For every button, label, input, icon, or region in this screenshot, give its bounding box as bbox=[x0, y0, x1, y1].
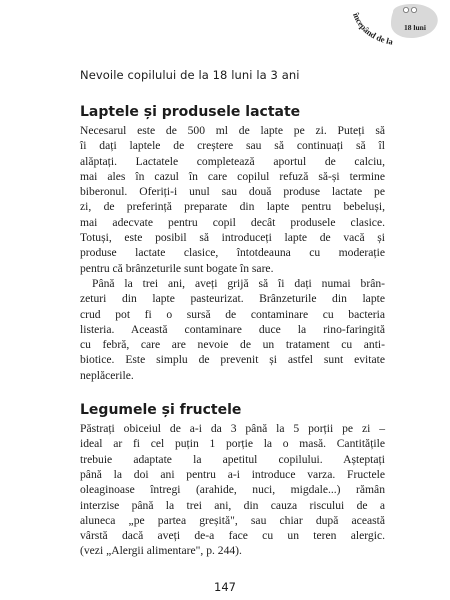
text-line: Necesarul este de 500 ml de lapte pe zi. Puteți să bbox=[80, 124, 385, 137]
text-line: biotice. Este simplu de prevenit și astfel sunt evitate bbox=[80, 353, 385, 367]
page-body bbox=[80, 103, 385, 559]
text-line: Păstrați obiceiul de a-i da 3 până la 5 porții pe zi – bbox=[80, 422, 385, 436]
text-line: neplăcerile. bbox=[80, 368, 134, 382]
text-line: alăptați. Lactatele completează aportul de calciu, bbox=[80, 154, 385, 168]
text-line: zi, de preferință preparate din lapte pentru bebeluși, bbox=[80, 200, 385, 214]
text-line: listeria. Această contaminare duce la rino-faringită bbox=[80, 322, 385, 336]
section-title: Legumele și fructele bbox=[80, 402, 242, 419]
text-line: mai adecvate pentru copil decât produsele clasice. bbox=[80, 215, 385, 229]
paragraph bbox=[80, 276, 385, 383]
section-dairy bbox=[80, 103, 385, 383]
text-line: aluneca „pe partea greșită", sau chiar după această bbox=[80, 513, 385, 527]
text-line: crud pot fi o sursă de contaminare cu bacteria bbox=[80, 307, 385, 321]
text-line: Totuși, este posibil să introduceți lapte de vacă și bbox=[80, 231, 385, 245]
section-title: Laptele și produsele lactate bbox=[80, 104, 301, 120]
paragraph bbox=[80, 123, 385, 276]
age-badge-graphic bbox=[345, 0, 450, 58]
text-line: interzise până la trei ani, din cauza riscului de a bbox=[80, 498, 385, 512]
text-line: îi dați laptele de creștere sau să continuați să îl bbox=[80, 139, 385, 153]
paragraph bbox=[80, 421, 385, 559]
text-line: trebuie adaptate la apetitul copilului. Așteptați bbox=[80, 452, 385, 466]
page-number: 147 bbox=[214, 580, 236, 594]
text-line: Până la trei ani, aveți grijă să îi dați numai brân- bbox=[92, 276, 385, 290]
text-line: biberonul. Oferiți-i unul sau două produse lactate pe bbox=[80, 185, 385, 199]
badge-age-label: 18 luni bbox=[404, 23, 426, 32]
text-line: (vezi „Alergii alimentare", p. 244). bbox=[80, 544, 242, 558]
text-line: produse lactate clasice, întotdeauna cu moderație bbox=[80, 246, 385, 260]
text-line: până la doi ani pentru a-i introduce varza. Fructele bbox=[80, 467, 385, 481]
text-line: oleaginoase întregi (arahide, nuci, migdale...) rămân bbox=[80, 483, 385, 497]
age-badge bbox=[345, 0, 450, 58]
text-line: pentru că brânzeturile sunt bogate în sare. bbox=[80, 261, 274, 275]
badge-arc-text: începând de la bbox=[351, 11, 394, 47]
running-header: Nevoile copilului de la 18 luni la 3 ani bbox=[80, 68, 300, 82]
text-line: mai ales în cazul în care copilul refuză să-și termine bbox=[80, 169, 385, 183]
text-line: zeturi din lapte pasteurizat. Brânzeturile din lapte bbox=[80, 292, 385, 306]
section-vegetables-fruits bbox=[80, 401, 385, 559]
text-line: vârstă dacă aveți de-a face cu un teren alergic. bbox=[80, 529, 385, 543]
text-line: ideal ar fi cel puțin 1 porție la o masă. Cantitățile bbox=[80, 437, 385, 451]
text-line: cu febră, care are nevoie de un tratament cu anti- bbox=[80, 338, 385, 352]
